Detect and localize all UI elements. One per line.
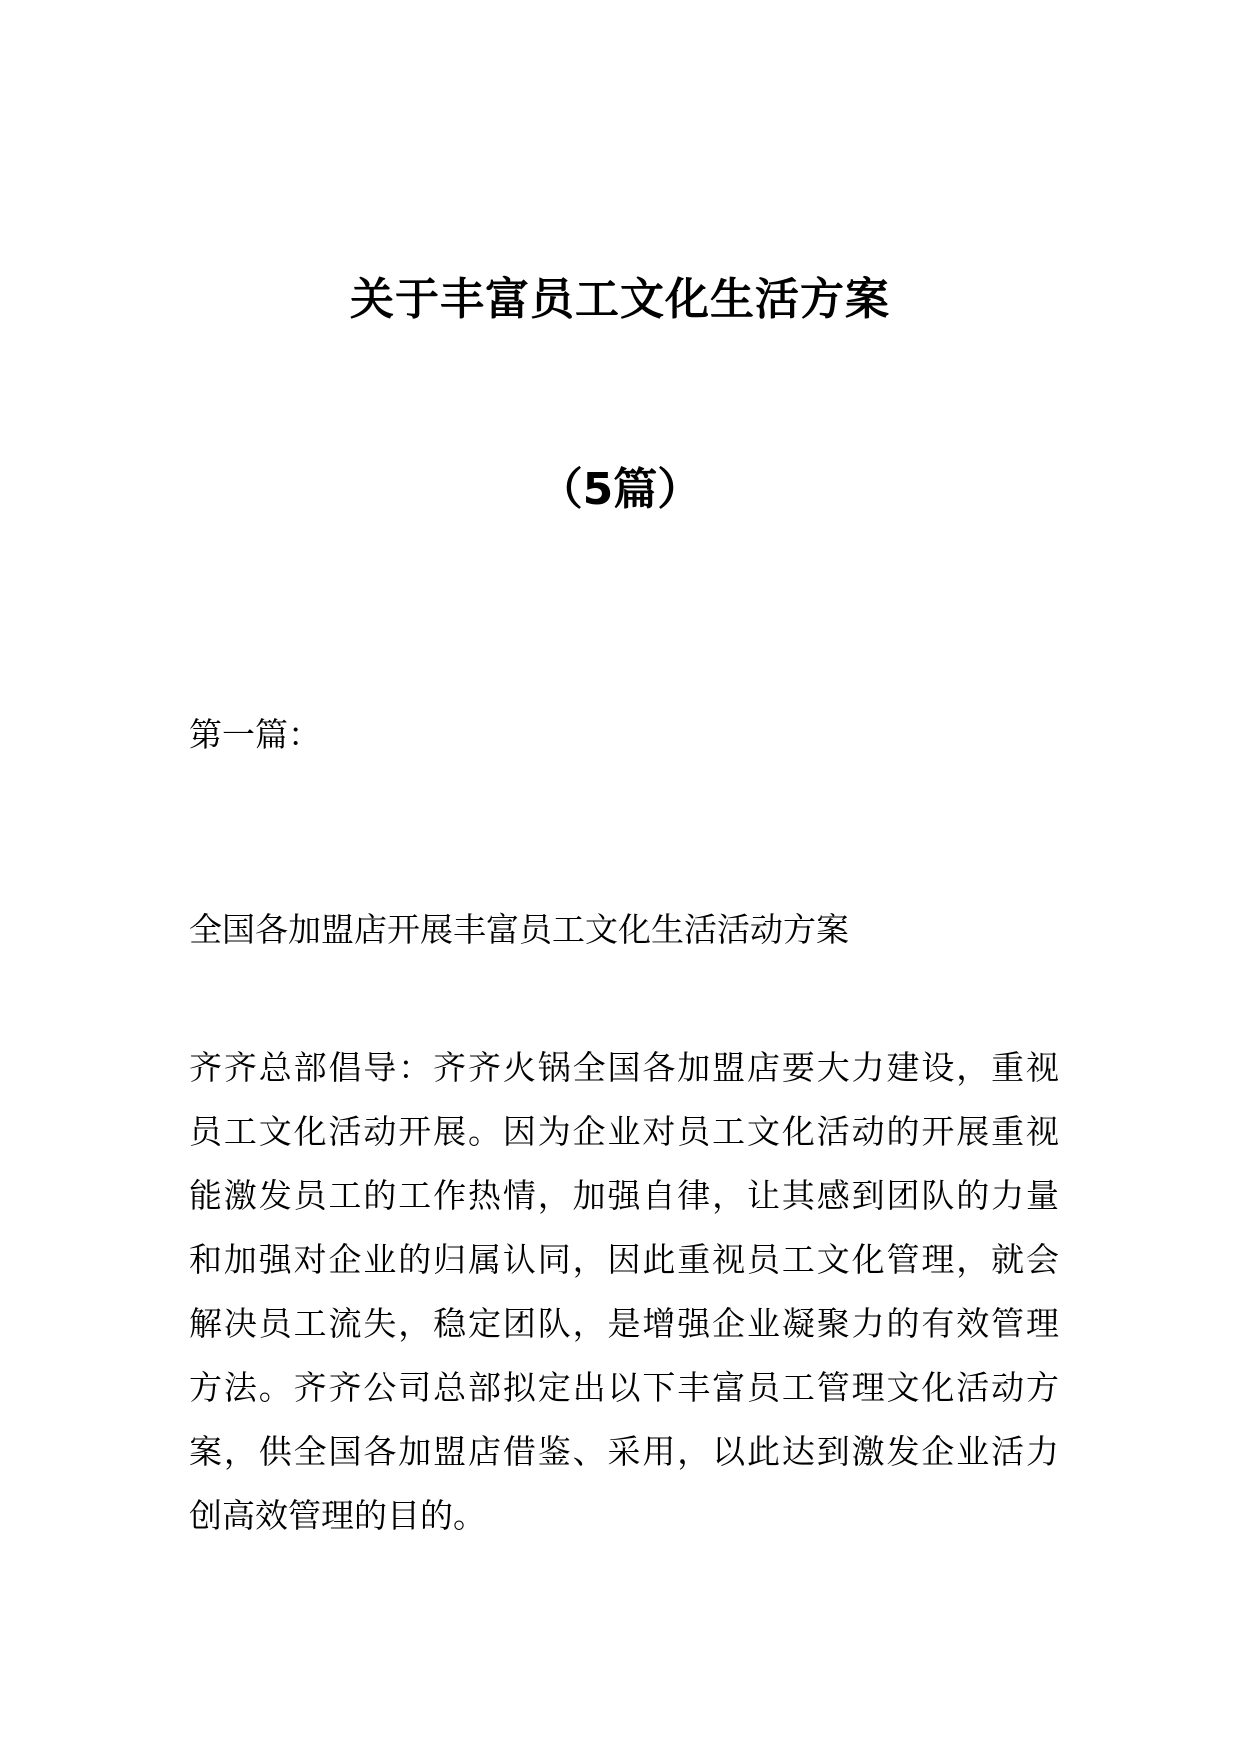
body-line: 能激发员工的工作热情，加强自律，让其感到团队的力量: [189, 1176, 1059, 1215]
document-subtitle: （5篇）: [538, 464, 702, 515]
body-line: 方法。齐齐公司总部拟定出以下丰富员工管理文化活动方: [189, 1368, 1059, 1407]
body-line: 员工文化活动开展。因为企业对员工文化活动的开展重视: [189, 1112, 1059, 1151]
body-line: 齐齐总部倡导：齐齐火锅全国各加盟店要大力建设，重视: [189, 1048, 1059, 1087]
body-line: 创高效管理的目的。: [189, 1496, 486, 1535]
section-label: 第一篇：: [189, 715, 321, 754]
document-title: 关于丰富员工文化生活方案: [350, 274, 890, 325]
body-line: 和加强对企业的归属认同，因此重视员工文化管理，就会: [189, 1240, 1059, 1279]
body-line: 解决员工流失，稳定团队，是增强企业凝聚力的有效管理: [189, 1304, 1059, 1343]
body-line: 案，供全国各加盟店借鉴、采用，以此达到激发企业活力: [189, 1432, 1059, 1471]
section-heading: 全国各加盟店开展丰富员工文化生活活动方案: [189, 910, 849, 949]
body-paragraph: [189, 1036, 1059, 1548]
